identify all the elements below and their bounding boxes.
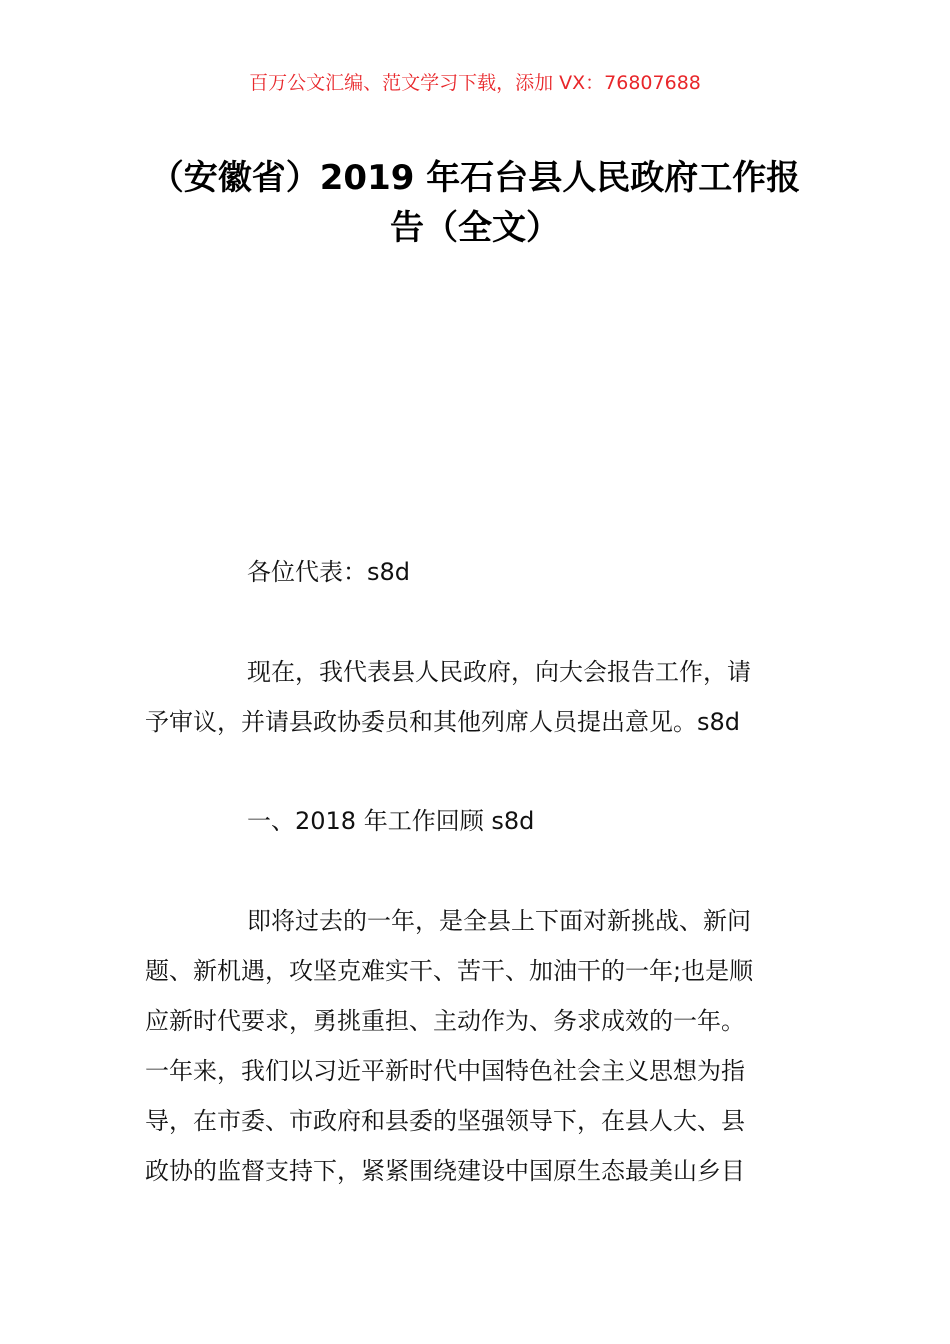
- paragraph-line: 予审议，并请县政协委员和其他列席人员提出意见。s8d: [145, 708, 741, 736]
- section-heading: 一、2018 年工作回顾 s8d: [247, 807, 535, 835]
- paragraph-line: 应新时代要求，勇挑重担、主动作为、务求成效的一年。: [145, 1007, 745, 1035]
- paragraph-line: 一年来，我们以习近平新时代中国特色社会主义思想为指: [145, 1057, 745, 1085]
- paragraph-line: 现在，我代表县人民政府，向大会报告工作，请: [247, 658, 751, 686]
- page-title-line-2: 告（全文）: [390, 208, 560, 248]
- paragraph-line: 政协的监督支持下，紧紧围绕建设中国原生态最美山乡目: [145, 1157, 745, 1185]
- paragraph-line: 导，在市委、市政府和县委的坚强领导下，在县人大、县: [145, 1107, 745, 1135]
- header-watermark: 百万公文汇编、范文学习下载，添加 VX：76807688: [249, 72, 701, 94]
- salutation: 各位代表：s8d: [247, 558, 411, 586]
- page-title-line-1: （安徽省）2019 年石台县人民政府工作报: [149, 158, 801, 198]
- paragraph-line: 即将过去的一年，是全县上下面对新挑战、新问: [247, 907, 751, 935]
- paragraph-line: 题、新机遇，攻坚克难实干、苦干、加油干的一年;也是顺: [145, 957, 754, 985]
